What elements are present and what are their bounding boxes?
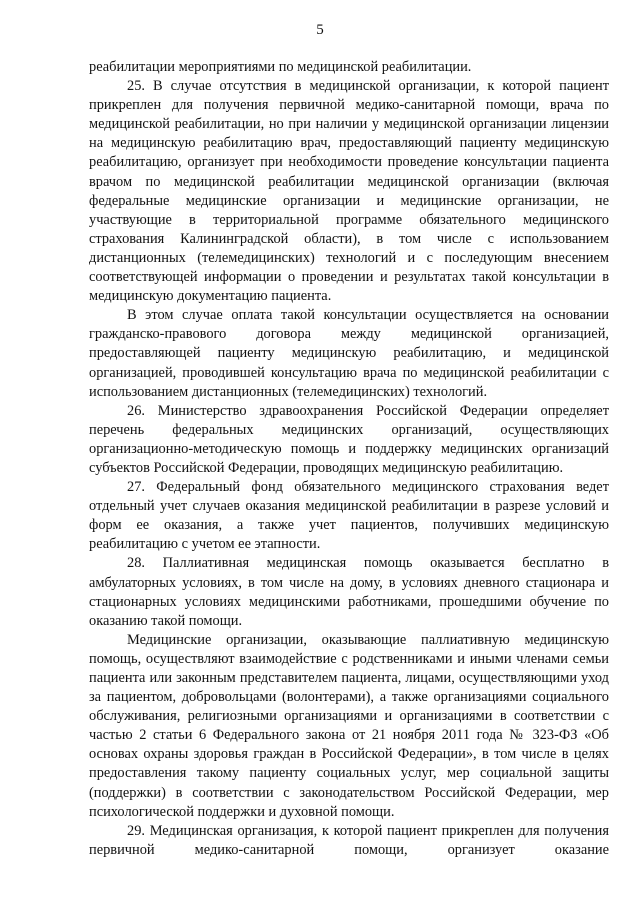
paragraph-item-25: 25. В случае отсутствия в медицинской организации, к которой пациент прикреплен для получения первичной медико-санитарной помощи, врача по медицинской реабилитации, но при наличии у медицинской организации лицензии на медицинскую реабилитацию врач, предоставляющий пациенту медицинскую реабилитацию, организует при необходимости проведение консультации пациента врачом по медицинской реабилитации медицинской организации (включая федеральные медицинские организации и медицинские организации, не участвующие в территориальной программе обязательного медицинского страхования Калининградской области), в том числе с использованием дистанционных (телемедицинских) технологий и с последующим внесением соответствующей информации о проведении и результатах такой консультации в медицинскую документацию пациента. [89,78,609,305]
paragraph-item-28: 28. Паллиативная медицинская помощь оказывается бесплатно в амбулаторных условиях, в том числе на дому, в условиях дневного стационара и стационарных условиях медицинскими работниками, прошедшими обучение по оказанию такой помощи. [89,555,609,629]
paragraph-item-29: 29. Медицинская организация, к которой пациент прикреплен для получения первичной медико-санитарной помощи, организует оказание [89,822,609,858]
page-number: 5 [316,22,324,38]
document-body [89,58,609,860]
paragraph-palliative-organizations: Медицинские организации, оказывающие паллиативную медицинскую помощь, осуществляют взаимодействие с родственниками и иными членами семьи пациента или законным представителем пациента, лицами, осуществляющими уход за пациентом, добровольцами (волонтерами), а также организациями социального обслуживания, религиозными организациями и организациями в соответствии с частью 2 статьи 6 Федерального закона от 21 ноября 2011 года № 323-ФЗ «Об основах охраны здоровья граждан в Российской Федерации», в том числе в целях предоставления такому пациенту социальных услуг, мер социальной защиты (поддержки) в соответствии с законодательством Российской Федерации, мер психологической поддержки и духовной помощи. [89,631,609,820]
paragraph-item-26: 26. Министерство здравоохранения Российской Федерации определяет перечень федеральных медицинских организаций, осуществляющих организационно-методическую помощь и поддержку медицинских организаций субъектов Российской Федерации, проводящих медицинскую реабилитацию. [89,402,609,476]
paragraph-continuation: реабилитации мероприятиями по медицинской реабилитации. [89,59,472,75]
paragraph-item-27: 27. Федеральный фонд обязательного медицинского страхования ведет отдельный учет случаев оказания медицинской реабилитации в разрезе условий и форм ее оказания, а также учет пациентов, получивших медицинскую реабилитацию с учетом ее этапности. [89,479,609,553]
paragraph-consultation-payment: В этом случае оплата такой консультации осуществляется на основании гражданско-правового договора между медицинской организацией, предоставляющей пациенту медицинскую реабилитацию, и медицинской организацией, проводившей консультацию врача по медицинской реабилитации с использованием дистанционных (телемедицинских) технологий. [89,307,609,400]
